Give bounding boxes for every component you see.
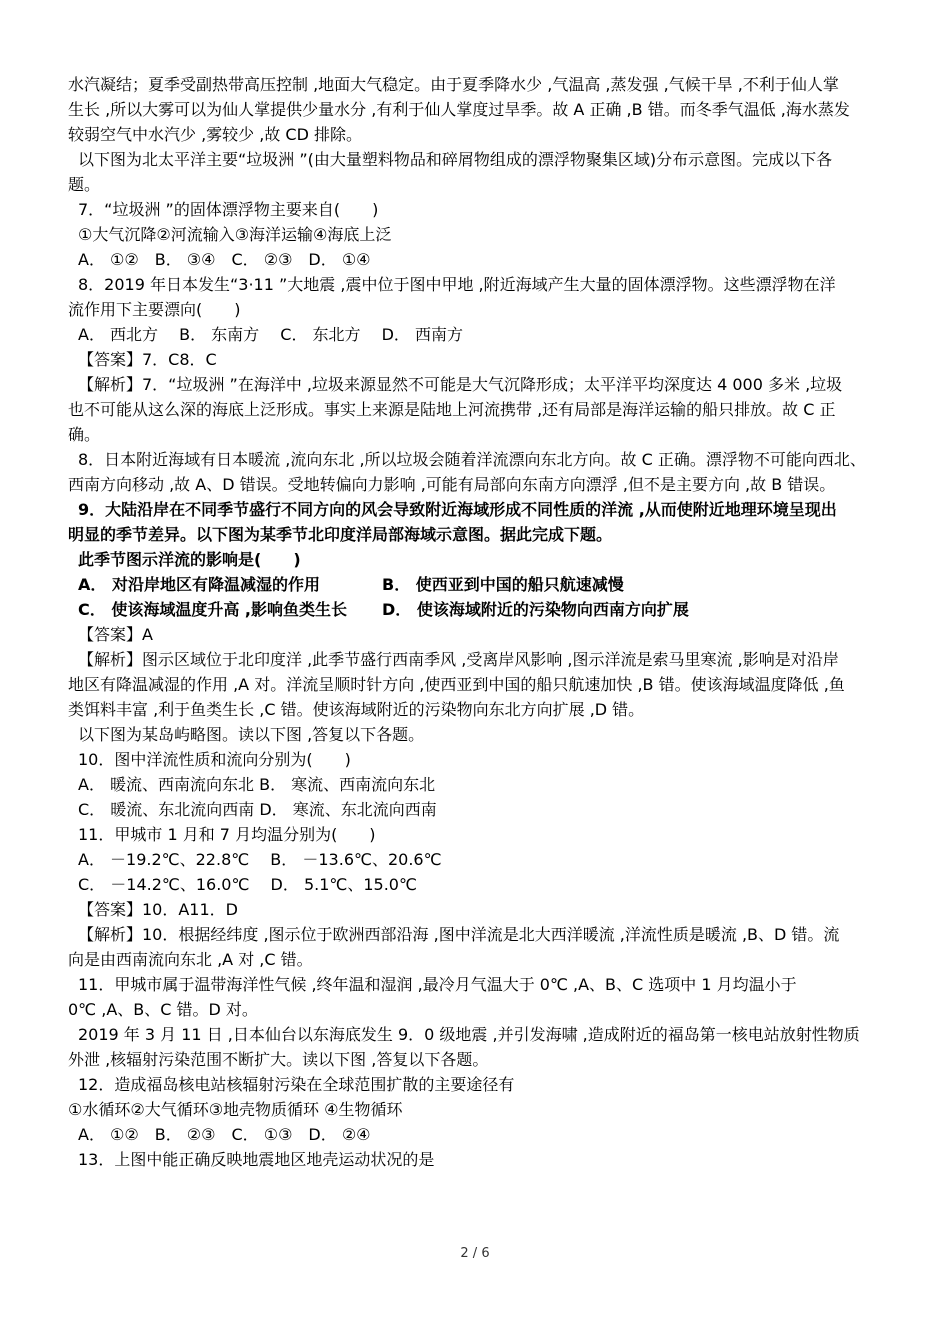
question-10-options-ab: A． 暖流、西南流向东北 B． 寒流、西南流向东北	[78, 775, 436, 794]
analysis-9: 【解析】图示区域位于北印度洋 ,此季节盛行西南季风 ,受离岸风影响 ,图示洋流是索马里寒流 ,影响是对沿岸	[78, 650, 839, 669]
question-7-items: ①大气沉降②河流输入③海洋运输④海底上泛	[78, 225, 392, 244]
page-number: 2 / 6	[460, 1246, 490, 1261]
question-7: 7．“垃圾洲 ”的固体漂浮物主要来自( )	[78, 200, 379, 219]
question-9-options-cd	[78, 597, 898, 622]
question-12-items: ①水循环②大气循环③地壳物质循环 ④生物循环	[68, 1100, 403, 1119]
text-line: 类饵料丰富 ,利于鱼类生长 ,C 错。使该海域附近的污染物向东北方向扩展 ,D 错。	[68, 700, 645, 719]
analysis-11: 11．甲城市属于温带海洋性气候 ,终年温和湿润 ,最冷月气温大于 0℃ ,A、B、C 选项中 1 月均温小于	[78, 975, 797, 994]
question-12: 12．造成福岛核电站核辐射污染在全球范围扩散的主要途径有	[78, 1075, 515, 1094]
text-line: 也不可能从这么深的海底上泛形成。事实上来源是陆地上河流携带 ,还有局部是海洋运输的船只排放。故 C 正	[68, 400, 836, 419]
analysis-10: 【解析】10．根据经纬度 ,图示位于欧洲西部沿海 ,图中洋流是北大西洋暖流 ,洋流性质是暖流 ,B、D 错。流	[78, 925, 840, 944]
question-10-options-cd: C． 暖流、东北流向西南 D． 寒流、东北流向西南	[78, 800, 437, 819]
text-line: 确。	[68, 425, 101, 444]
text-line: 流作用下主要漂向( )	[68, 300, 241, 319]
option-c: C． 使该海域温度升高 ,影响鱼类生长	[78, 600, 347, 619]
question-13: 13．上图中能正确反映地震地区地壳运动状况的是	[78, 1150, 435, 1169]
text-line: 水汽凝结；夏季受副热带高压控制 ,地面大气稳定。由于夏季降水少 ,气温高 ,蒸发强 ,气候干旱 ,不利于仙人掌	[68, 75, 839, 94]
question-8: 8．2019 年日本发生“3·11 ”大地震 ,震中位于图中甲地 ,附近海域产生大量的固体漂浮物。这些漂浮物在洋	[78, 275, 836, 294]
question-10: 10．图中洋流性质和流向分别为( )	[78, 750, 351, 769]
passage-intro: 以下图为北太平洋主要“垃圾洲 ”(由大量塑料物品和碎屑物组成的漂浮物聚集区域)分布示意图。完成以下各	[78, 150, 833, 169]
text-line: 较弱空气中水汽少 ,雾较少 ,故 CD 排除。	[68, 125, 363, 144]
question-8-options: A． 西北方 B． 东南方 C． 东北方 D． 西南方	[78, 325, 464, 344]
analysis-8: 8．日本附近海域有日本暖流 ,流向东北 ,所以垃圾会随着洋流漂向东北方向。故 C 正确。漂浮物不可能向西北、	[78, 450, 866, 469]
text-line: 题。	[68, 175, 101, 194]
passage-intro: 以下图为某岛屿略图。读以下图 ,答复以下各题。	[78, 725, 425, 744]
option-d: D． 使该海域附近的污染物向西南方向扩展	[382, 600, 689, 619]
text-line: 明显的季节差异。以下图为某季节北印度洋局部海域示意图。据此完成下题。	[68, 525, 613, 544]
option-b: B． 使西亚到中国的船只航速减慢	[382, 575, 624, 594]
question-9: 9．大陆沿岸在不同季节盛行不同方向的风会导致附近海域形成不同性质的洋流 ,从而使附近地理环境呈现出	[78, 500, 837, 519]
question-12-options: A． ①② B． ②③ C． ①③ D． ②④	[78, 1125, 371, 1144]
question-11-options-cd: C． －14.2℃、16.0℃ D． 5.1℃、15.0℃	[78, 875, 417, 894]
passage-intro: 2019 年 3 月 11 日 ,日本仙台以东海底发生 9．0 级地震 ,并引发海啸 ,造成附近的福岛第一核电站放射性物质	[78, 1025, 860, 1044]
text-line: 地区有降温减湿的作用 ,A 对。洋流呈顺时针方向 ,使西亚到中国的船只航速加快 ,B 错。使该海域温度降低 ,鱼	[68, 675, 845, 694]
answer-9: 【答案】A	[78, 625, 153, 644]
text-line: 生长 ,所以大雾可以为仙人掌提供少量水分 ,有利于仙人掌度过旱季。故 A 正确 ,B 错。而冬季气温低 ,海水蒸发	[68, 100, 850, 119]
answer-7-8: 【答案】7．C8．C	[78, 350, 217, 369]
analysis-7: 【解析】7．“垃圾洲 ”在海洋中 ,垃圾来源显然不可能是大气沉降形成；太平洋平均深度达 4 000 多米 ,垃圾	[78, 375, 843, 394]
text-line: 西南方向移动 ,故 A、D 错误。受地转偏向力影响 ,可能有局部向东南方向漂浮 ,但不是主要方向 ,故 B 错误。	[68, 475, 836, 494]
question-9-options-ab	[78, 572, 898, 597]
text-line: 0℃ ,A、B、C 错。D 对。	[68, 1000, 258, 1019]
question-11-options-ab: A． －19.2℃、22.8℃ B． －13.6℃、20.6℃	[78, 850, 442, 869]
option-a: A． 对沿岸地区有降温减湿的作用	[78, 575, 320, 594]
question-11: 11．甲城市 1 月和 7 月均温分别为( )	[78, 825, 376, 844]
text-line: 向是由西南流向东北 ,A 对 ,C 错。	[68, 950, 313, 969]
question-7-options: A． ①② B． ③④ C． ②③ D． ①④	[78, 250, 371, 269]
text-line: 外泄 ,核辐射污染范围不断扩大。读以下图 ,答复以下各题。	[68, 1050, 489, 1069]
answer-10-11: 【答案】10．A11．D	[78, 900, 238, 919]
question-9-stem: 此季节图示洋流的影响是( )	[78, 550, 301, 569]
